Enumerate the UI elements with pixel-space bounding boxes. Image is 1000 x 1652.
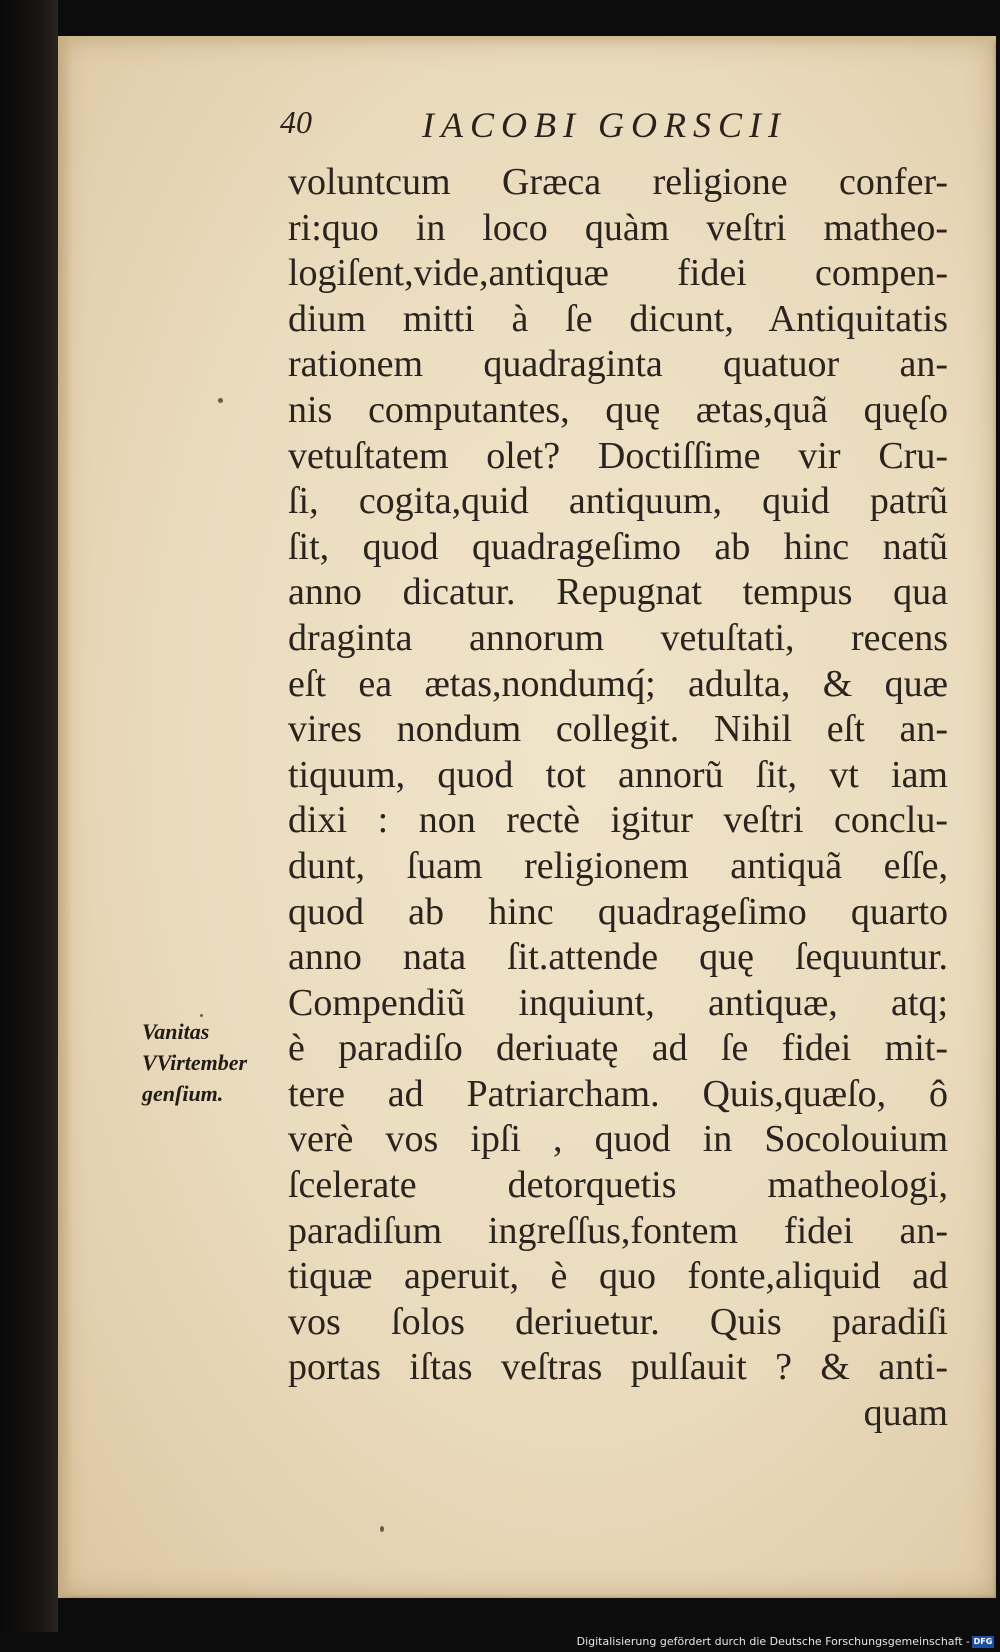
marginal-note-line: genſium. [142,1081,224,1106]
text-line: voluntcum Græca religione confer- [288,161,948,203]
dfg-logo: DFG [973,1637,993,1646]
text-line: Compendiũ inquiunt, antiquæ, atq; [288,981,948,1024]
text-line: draginta annorum vetuſtati, recens [288,616,948,659]
text-line: dium mitti à ſe dicunt, Antiquitatis [288,297,948,340]
text-line: portas iſtas veſtras pulſauit ? & anti- [288,1346,948,1389]
text-line: dunt, ſuam religionem antiquã eſſe, [288,844,948,887]
page-edge-top [58,36,996,46]
catchword: quam [863,1392,948,1435]
marginal-note [142,1016,247,1109]
text-line: verè vos ipſi , quod in Socolouium [288,1118,948,1161]
text-line: tiquum, quod tot annorũ ſit, vt iam [288,753,948,796]
text-line: tiquæ aperuit, è quo fonte,aliquid ad [288,1255,948,1298]
paper-speck [200,1014,203,1017]
text-line: rationem quadraginta quatuor an- [288,343,948,386]
text-line: ſcelerate detorquetis matheologi, [288,1164,948,1207]
page-number: 40 [280,104,312,140]
text-line: dixi : non rectè igitur veſtri conclu- [288,799,948,842]
text-line: anno dicatur. Repugnat tempus qua [288,571,948,614]
text-line: ſit, quod quadrageſimo ab hinc natũ [288,525,948,568]
paper-speck [218,398,223,403]
text-line: eſt ea ætas,nondumq́; adulta, & quæ [288,662,948,705]
text-line: anno nata ſit.attende quę ſequuntur. [288,936,948,979]
text-line: ri:quo in loco quàm veſtri matheo- [288,206,948,249]
marginal-note-line: VVirtember [142,1050,248,1075]
text-line: è paradiſo deriuatę ad ſe fidei mit- [288,1027,948,1070]
text-line: vires nondum collegit. Nihil eſt an- [288,708,948,751]
text-line: nis computantes, quę ætas,quã quęſo [288,388,948,431]
binding-shadow [0,0,58,1652]
paper-speck [380,1526,384,1532]
text-line: tere ad Patriarcham. Quis,quæſo, ô [288,1072,948,1115]
marginal-note-line: Vanitas [142,1019,210,1044]
body-text [288,160,948,1437]
page-edge-left [58,36,72,1598]
text-line: vetuſtatem olet? Doctiſſime vir Cru- [288,434,948,477]
text-line: paradiſum ingreſſus,fontem fidei an- [288,1209,948,1252]
text-line: quod ab hinc quadrageſimo quarto [288,890,948,933]
text-line: vos ſolos deriuetur. Quis paradiſi [288,1300,948,1343]
page-header [280,104,840,154]
text-line: logiſent,vide,antiquæ fidei compen- [288,252,948,295]
funding-credit: Digitalisierung gefördert durch die Deutsche Forschungsgemeinschaft - [576,1635,970,1648]
text-line: ſi, cogita,quid antiquum, quid patrũ [288,480,948,523]
running-head: IACOBI GORSCII [422,105,787,145]
